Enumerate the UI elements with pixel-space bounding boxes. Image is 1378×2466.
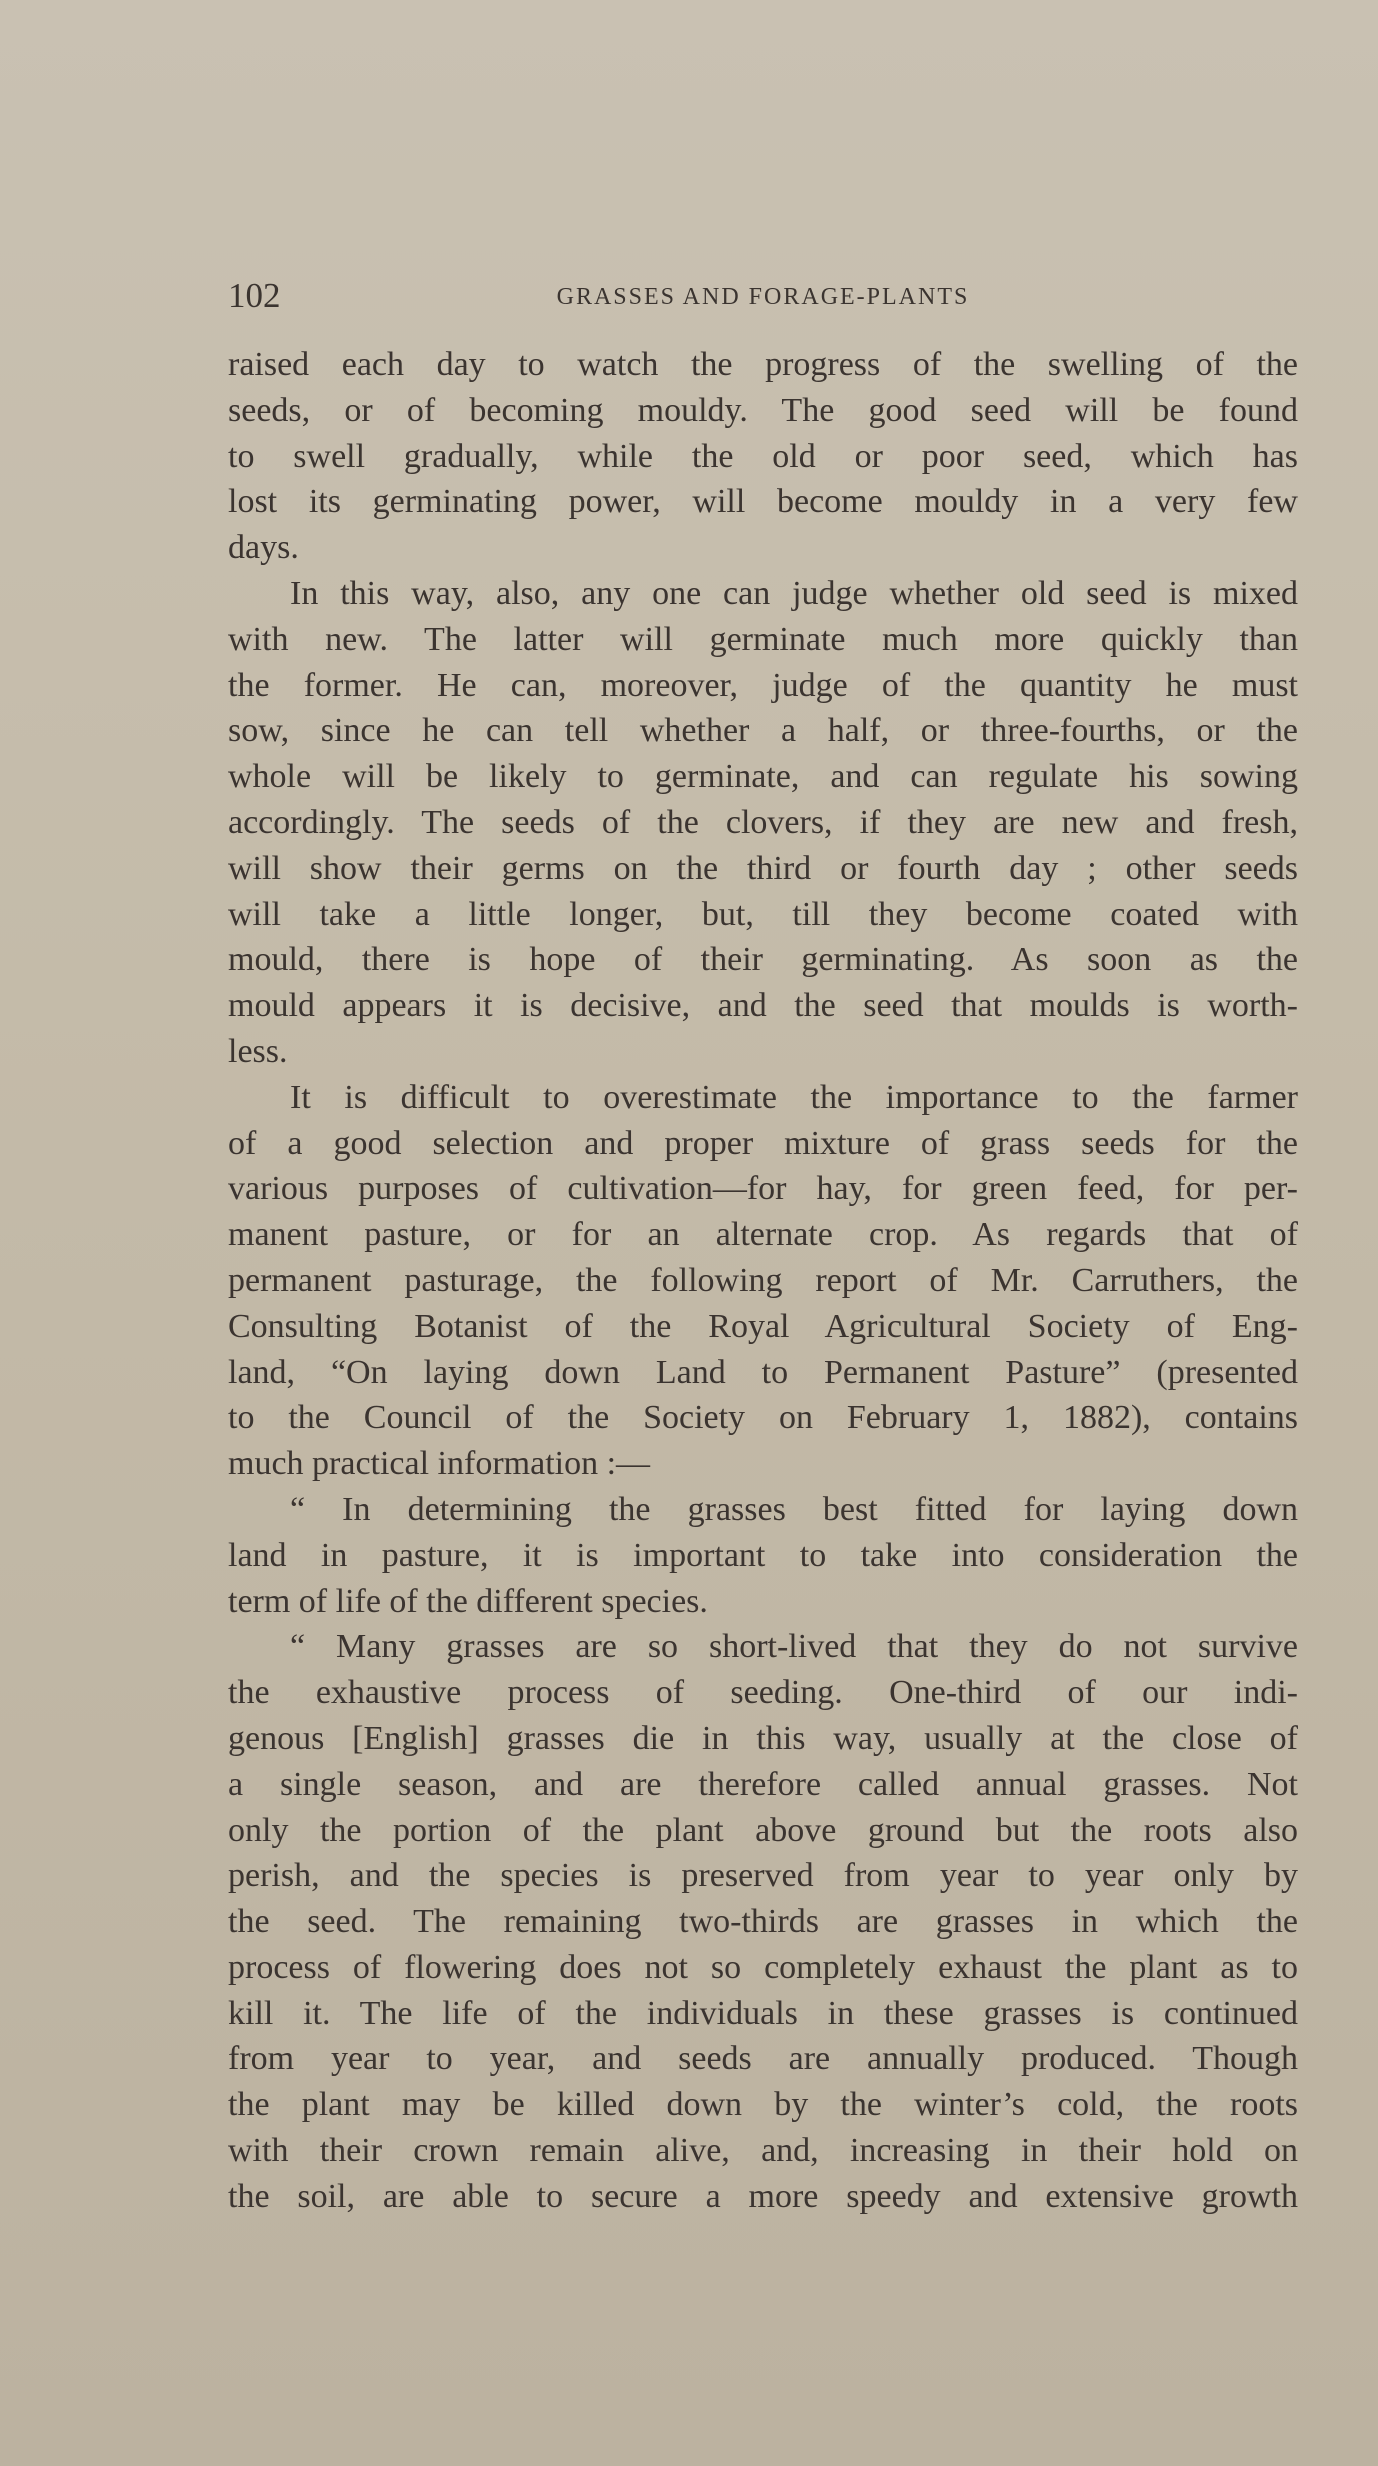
text-line: manent pasture, or for an alternate crop. As regards that of (228, 1216, 1298, 1254)
text-line: will show their germs on the third or fourth day ; other seeds (228, 849, 1298, 887)
text-line: In this way, also, any one can judge whether old seed is mixed (290, 574, 1298, 612)
text-line: seeds, or of becoming mouldy. The good seed will be found (228, 391, 1298, 429)
body-text (228, 342, 1298, 2220)
text-line: from year to year, and seeds are annually produced. Though (228, 2040, 1298, 2078)
text-line: only the portion of the plant above ground but the roots also (228, 1811, 1298, 1849)
text-line: “ In determining the grasses best fitted for laying down (290, 1490, 1298, 1528)
text-line: the soil, are able to secure a more speedy and extensive growth (228, 2177, 1298, 2215)
text-line: genous [English] grasses die in this way, usually at the close of (228, 1719, 1298, 1757)
text-line: mould appears it is decisive, and the seed that moulds is worth- (228, 987, 1298, 1025)
text-line: permanent pasturage, the following report of Mr. Carruthers, the (228, 1261, 1298, 1299)
text-line: kill it. The life of the individuals in these grasses is continued (228, 1994, 1298, 2032)
text-line: the seed. The remaining two-thirds are grasses in which the (228, 1903, 1298, 1941)
text-line: with new. The latter will germinate much more quickly than (228, 620, 1298, 658)
text-line: land in pasture, it is important to take into consideration the (228, 1536, 1298, 1574)
text-line: to the Council of the Society on February 1, 1882), contains (228, 1399, 1298, 1437)
text-line: process of flowering does not so completely exhaust the plant as to (228, 1948, 1298, 1986)
text-line: the former. He can, moreover, judge of the quantity he must (228, 666, 1298, 704)
text-line: with their crown remain alive, and, increasing in their hold on (228, 2132, 1298, 2170)
text-line: to swell gradually, while the old or poor seed, which has (228, 437, 1298, 475)
text-line: raised each day to watch the progress of the swelling of the (228, 346, 1298, 383)
text-line: the exhaustive process of seeding. One-third of our indi- (228, 1674, 1298, 1712)
text-line: whole will be likely to germinate, and can regulate his sowing (228, 758, 1298, 796)
text-line: Consulting Botanist of the Royal Agricultural Society of Eng- (228, 1307, 1298, 1345)
text-line: “ Many grasses are so short-lived that they do not survive (290, 1628, 1298, 1666)
text-line: the plant may be killed down by the winter’s cold, the roots (228, 2086, 1298, 2124)
text-line: land, “On laying down Land to Permanent Pasture” (presented (228, 1353, 1298, 1391)
text-line: of a good selection and proper mixture of grass seeds for the (228, 1124, 1298, 1162)
text-line: will take a little longer, but, till they become coated with (228, 895, 1298, 933)
text-line: mould, there is hope of their germinating. As soon as the (228, 941, 1298, 979)
text-line: a single season, and are therefore called annual grasses. Not (228, 1765, 1298, 1803)
page-number: 102 (228, 276, 281, 315)
text-line: It is difficult to overestimate the importance to the farmer (290, 1078, 1298, 1116)
text-line: less. (228, 1032, 288, 1070)
text-line: perish, and the species is preserved from year to year only by (228, 1857, 1298, 1895)
running-head: GRASSES AND FORAGE-PLANTS (556, 284, 970, 310)
text-line: accordingly. The seeds of the clovers, if they are new and fresh, (228, 803, 1298, 841)
text-line: days. (228, 529, 299, 567)
text-line: lost its germinating power, will become mouldy in a very few (228, 483, 1298, 521)
text-line: much practical information :— (228, 1445, 651, 1483)
text-line: term of life of the different species. (228, 1582, 708, 1620)
text-line: sow, since he can tell whether a half, or three-fourths, or the (228, 712, 1298, 750)
text-line: various purposes of cultivation—for hay, for green feed, for per- (228, 1170, 1298, 1208)
page-header (228, 276, 1298, 316)
